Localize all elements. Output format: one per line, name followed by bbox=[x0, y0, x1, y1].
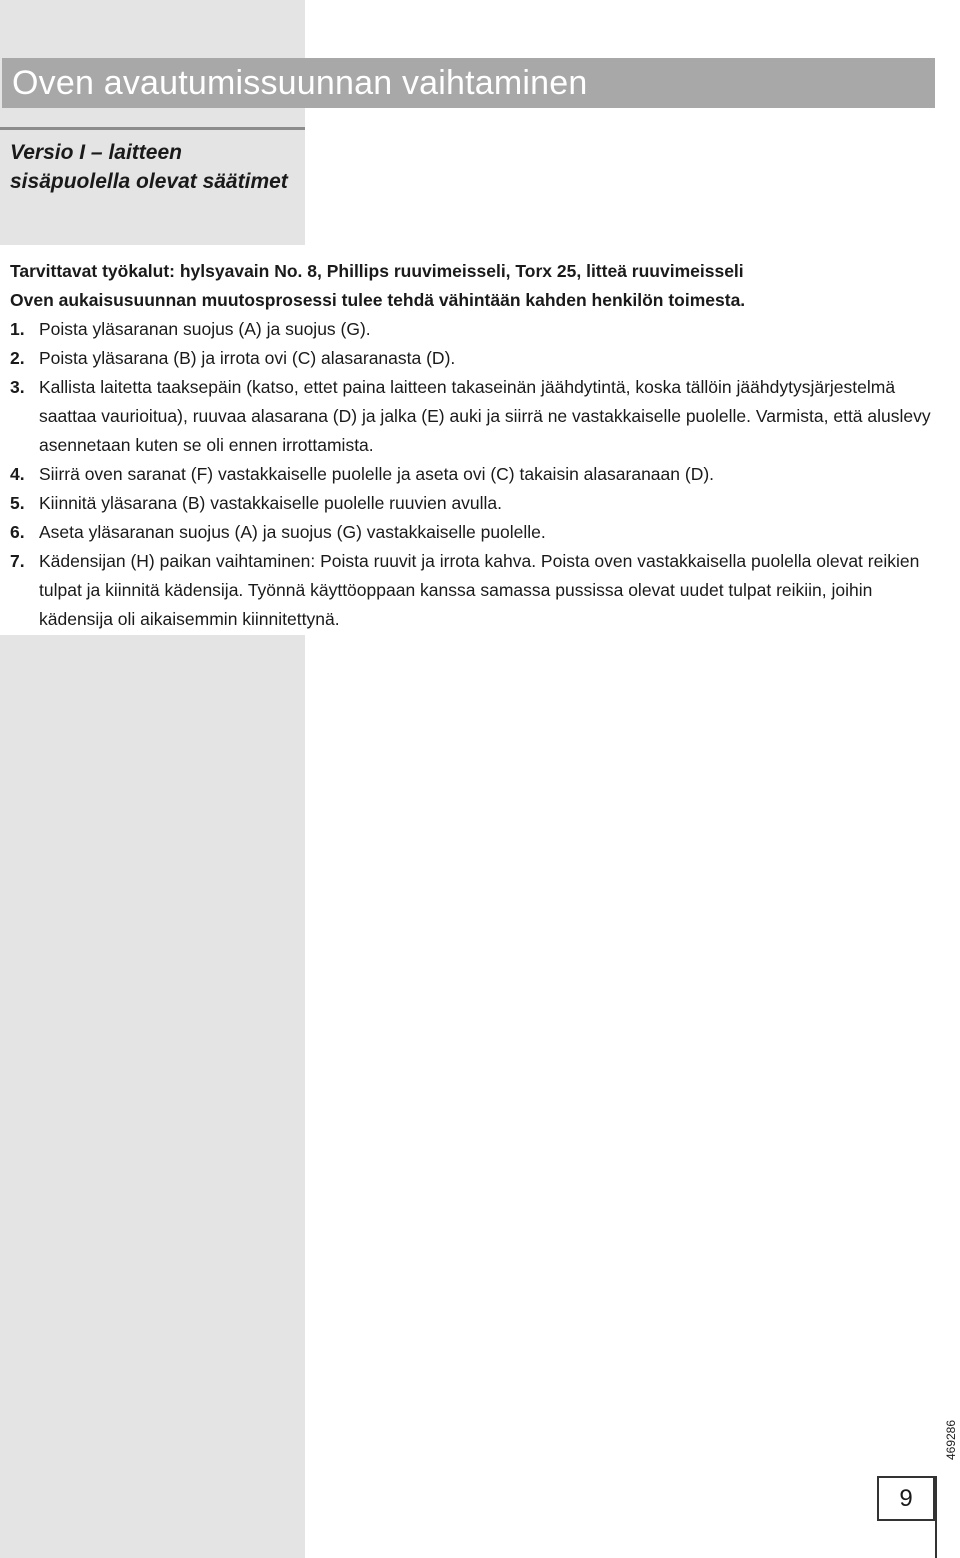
step-text: Kädensijan (H) paikan vaihtaminen: Poista ruuvit ja irrota kahva. Poista oven vastakkaisella puolella olevat reikien tulpat ja kiinnitä kädensija. Työnnä käyttöoppaan kanssa samassa pussissa olevat uudet tulpat reikiin, joihin kädensija oli aikaisemmin kiinnitettynä. bbox=[39, 551, 920, 629]
step-number: 2. bbox=[10, 348, 25, 368]
step-text: Poista yläsaranan suojus (A) ja suojus (G). bbox=[39, 319, 371, 339]
step-5 bbox=[10, 489, 940, 518]
instruction-steps bbox=[10, 315, 940, 634]
step-number: 6. bbox=[10, 522, 25, 542]
step-number: 7. bbox=[10, 551, 25, 571]
step-text: Poista yläsarana (B) ja irrota ovi (C) alasaranasta (D). bbox=[39, 348, 456, 368]
title-bar bbox=[2, 58, 935, 108]
page-title: Oven avautumissuunnan vaihtaminen bbox=[12, 63, 588, 102]
step-number: 5. bbox=[10, 493, 25, 513]
document-code: 469286 bbox=[944, 1419, 958, 1461]
left-margin-column bbox=[0, 0, 305, 1558]
step-number: 3. bbox=[10, 377, 25, 397]
step-6 bbox=[10, 518, 940, 547]
page-number: 9 bbox=[877, 1476, 935, 1521]
section-subheading: Versio I – laitteen sisäpuolella olevat säätimet bbox=[10, 141, 288, 193]
step-1 bbox=[10, 315, 940, 344]
step-text: Kallista laitetta taaksepäin (katso, ettet paina laitteen takaseinän jäähdytintä, koska tällöin jäähdytysjärjestelmä saattaa vaurioitua), ruuvaa alasarana (D) ja jalka (E) auki ja siirrä ne vastakkaiselle puolelle. Varmista, että aluslevy asennetaan kuten se oli ennen irrottamista. bbox=[39, 377, 931, 455]
page-number-rule bbox=[935, 1476, 937, 1558]
step-3 bbox=[10, 373, 940, 460]
step-number: 1. bbox=[10, 319, 25, 339]
subheading-divider bbox=[0, 127, 305, 130]
tools-required: Tarvittavat työkalut: hylsyavain No. 8, Phillips ruuvimeisseli, Torx 25, litteä ruuvimeisseli bbox=[10, 261, 744, 281]
step-text: Siirrä oven saranat (F) vastakkaiselle puolelle ja aseta ovi (C) takaisin alasaranaan (D). bbox=[39, 464, 715, 484]
step-2 bbox=[10, 344, 940, 373]
step-text: Aseta yläsaranan suojus (A) ja suojus (G) vastakkaiselle puolelle. bbox=[39, 522, 546, 542]
two-person-note: Oven aukaisusuunnan muutosprosessi tulee tehdä vähintään kahden henkilön toimesta. bbox=[10, 290, 746, 310]
step-number: 4. bbox=[10, 464, 25, 484]
step-text: Kiinnitä yläsarana (B) vastakkaiselle puolelle ruuvien avulla. bbox=[39, 493, 503, 513]
step-4 bbox=[10, 460, 940, 489]
instructions-panel bbox=[0, 245, 960, 635]
step-7 bbox=[10, 547, 940, 634]
